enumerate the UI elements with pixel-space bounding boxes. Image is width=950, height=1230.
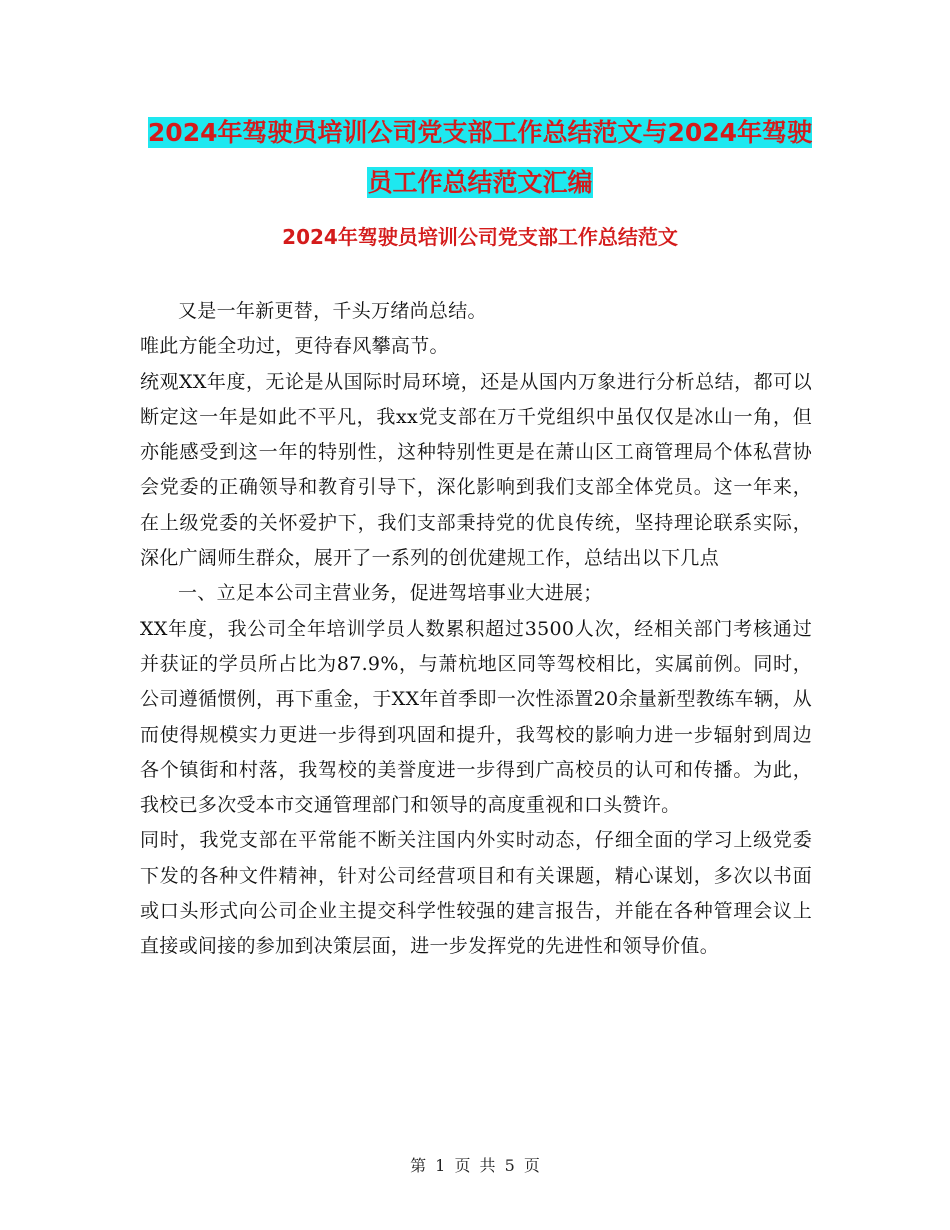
document-title-text: 2024年驾驶员培训公司党支部工作总结范文与2024年驾驶员工作总结范文汇编 bbox=[147, 118, 813, 197]
paragraph: 又是一年新更替，千头万绪尚总结。 bbox=[178, 300, 487, 322]
paragraph: 唯此方能全功过，更待春风攀高节。 bbox=[140, 335, 449, 358]
paragraph: 统观XX年度，无论是从国际时局环境，还是从国内万象进行分析总结，都可以断定这一年是如此不平凡，我xx党支部在万千党组织中虽仅仅是冰山一角，但亦能感受到这一年的特别性，这种特别性更是在萧山区工商管理局个体私营协会党委的正确领导和教育引导下，深化影响到我们支部全体党员。这一年来，在上级党委的关怀爱护下，我们支部秉持党的优良传统，坚持理论联系实际，深化广阔师生群众，展开了一系列的创优建规工作，总结出以下几点 bbox=[140, 370, 812, 570]
paragraph: 一、立足本公司主营业务，促进驾培事业大进展； bbox=[178, 582, 603, 605]
section-title: 2024年驾驶员培训公司党支部工作总结范文 bbox=[282, 225, 678, 249]
paragraph: XX年度，我公司全年培训学员人数累积超过3500人次，经相关部门考核通过并获证的学员所占比为87.9%，与萧杭地区同等驾校相比，实属前例。同时，公司遵循惯例，再下重金，于XX年首季即一次性添置20余量新型教练车辆，从而使得规模实力更进一步得到巩固和提升，我驾校的影响力进一步辐射到周边各个镇街和村落，我驾校的美誉度进一步得到广高校员的认可和传播。为此，我校已多次受本市交通管理部门和领导的高度重视和口头赞许。 bbox=[140, 617, 812, 817]
document-title bbox=[140, 108, 820, 208]
paragraph: 同时，我党支部在平常能不断关注国内外实时动态，仔细全面的学习上级党委下发的各种文件精神，针对公司经营项目和有关课题，精心谋划，多次以书面或口头形式向公司企业主提交科学性较强的建言报告，并能在各种管理会议上直接或间接的参加到决策层面，进一步发挥党的先进性和领导价值。 bbox=[140, 829, 812, 958]
page-footer: 第 1 页 共 5 页 bbox=[410, 1156, 540, 1175]
document-body bbox=[140, 294, 812, 965]
